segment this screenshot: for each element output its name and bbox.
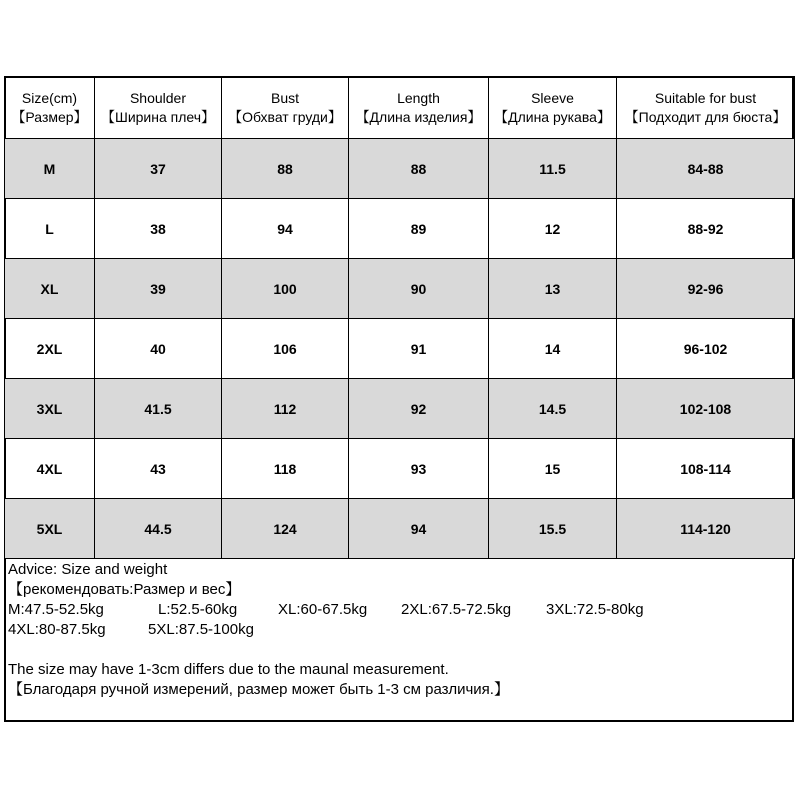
cell-length: 88 <box>349 139 489 199</box>
cell-shoulder: 41.5 <box>95 379 222 439</box>
cell-suitable-bust: 108-114 <box>617 439 795 499</box>
cell-bust: 118 <box>222 439 349 499</box>
cell-sleeve: 15.5 <box>489 499 617 559</box>
cell-length: 91 <box>349 319 489 379</box>
cell-bust: 124 <box>222 499 349 559</box>
size-table <box>4 76 795 559</box>
table-row <box>5 379 795 439</box>
weight-2xl: 2XL:67.5-72.5kg <box>401 601 512 618</box>
table-row <box>5 319 795 379</box>
cell-sleeve: 15 <box>489 439 617 499</box>
header-shoulder: Shoulder 【Ширина плеч】 <box>95 77 222 139</box>
cell-sleeve: 11.5 <box>489 139 617 199</box>
cell-shoulder: 39 <box>95 259 222 319</box>
cell-shoulder: 38 <box>95 199 222 259</box>
cell-sleeve: 12 <box>489 199 617 259</box>
table-row <box>5 439 795 499</box>
advice-title: Advice: Size and weight <box>8 561 168 578</box>
header-length: Length 【Длина изделия】 <box>349 77 489 139</box>
table-row <box>5 139 795 199</box>
weight-l: L:52.5-60kg <box>158 601 238 618</box>
measurement-note: The size may have 1-3cm differs due to the maunal measurement. <box>8 661 449 678</box>
cell-size: 4XL <box>5 439 95 499</box>
advice-title-ru: 【рекомендовать:Размер и вес】 <box>8 581 241 598</box>
cell-shoulder: 40 <box>95 319 222 379</box>
weight-3xl: 3XL:72.5-80kg <box>546 601 644 618</box>
cell-size: 3XL <box>5 379 95 439</box>
cell-length: 89 <box>349 199 489 259</box>
cell-size: XL <box>5 259 95 319</box>
cell-size: L <box>5 199 95 259</box>
cell-sleeve: 14 <box>489 319 617 379</box>
cell-shoulder: 37 <box>95 139 222 199</box>
weights-line-2 <box>8 620 792 640</box>
header-size: Size(cm) 【Размер】 <box>5 77 95 139</box>
cell-bust: 106 <box>222 319 349 379</box>
weight-xl: XL:60-67.5kg <box>278 601 368 618</box>
cell-size: 5XL <box>5 499 95 559</box>
cell-bust: 112 <box>222 379 349 439</box>
cell-bust: 94 <box>222 199 349 259</box>
cell-sleeve: 14.5 <box>489 379 617 439</box>
weight-5xl: 5XL:87.5-100kg <box>148 621 254 638</box>
cell-bust: 100 <box>222 259 349 319</box>
cell-bust: 88 <box>222 139 349 199</box>
table-row <box>5 499 795 559</box>
cell-shoulder: 43 <box>95 439 222 499</box>
cell-size: M <box>5 139 95 199</box>
notes-section <box>8 560 792 700</box>
table-row <box>5 259 795 319</box>
cell-shoulder: 44.5 <box>95 499 222 559</box>
header-bust: Bust 【Обхват груди】 <box>222 77 349 139</box>
weight-m: M:47.5-52.5kg <box>8 601 104 618</box>
table-row <box>5 199 795 259</box>
cell-length: 92 <box>349 379 489 439</box>
cell-length: 94 <box>349 499 489 559</box>
table-header-row <box>5 77 795 139</box>
cell-length: 90 <box>349 259 489 319</box>
cell-suitable-bust: 88-92 <box>617 199 795 259</box>
cell-sleeve: 13 <box>489 259 617 319</box>
weight-4xl: 4XL:80-87.5kg <box>8 621 106 638</box>
cell-length: 93 <box>349 439 489 499</box>
measurement-note-ru: 【Благодаря ручной измерений, размер может быть 1-3 см различия.】 <box>8 681 509 698</box>
cell-suitable-bust: 114-120 <box>617 499 795 559</box>
cell-suitable-bust: 84-88 <box>617 139 795 199</box>
header-sleeve: Sleeve 【Длина рукава】 <box>489 77 617 139</box>
cell-suitable-bust: 92-96 <box>617 259 795 319</box>
cell-suitable-bust: 96-102 <box>617 319 795 379</box>
cell-size: 2XL <box>5 319 95 379</box>
cell-suitable-bust: 102-108 <box>617 379 795 439</box>
header-suitable-bust: Suitable for bust 【Подходит для бюста】 <box>617 77 795 139</box>
weights-line-1 <box>8 600 792 620</box>
